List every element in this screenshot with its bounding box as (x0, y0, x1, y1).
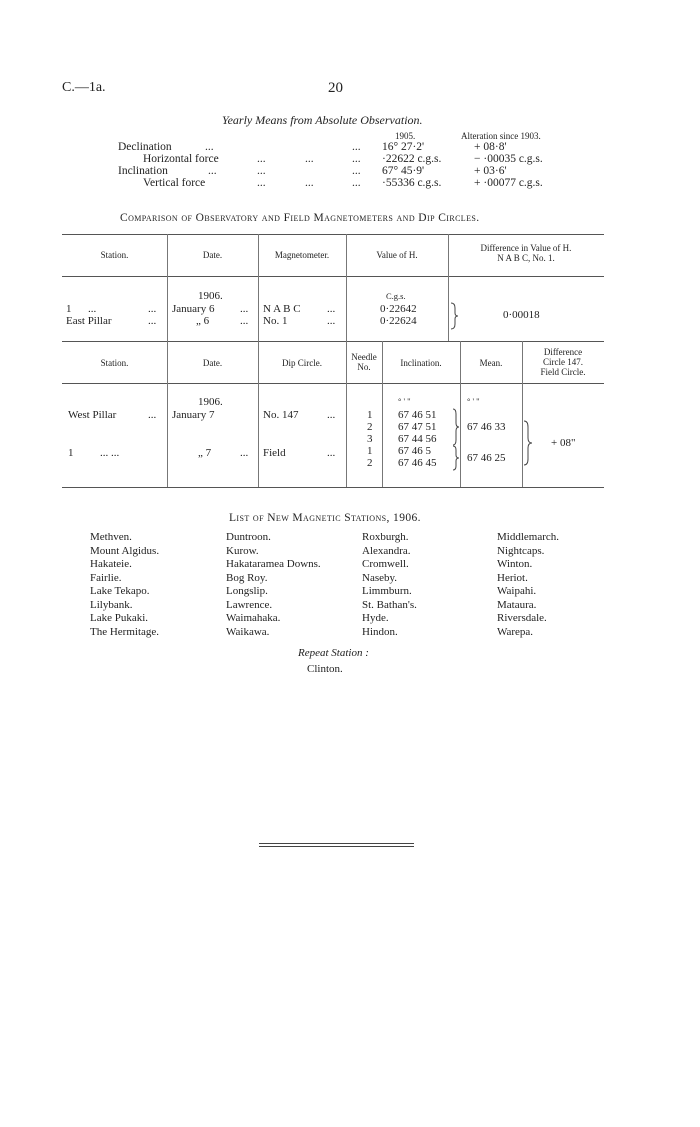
mag-value: 0·22642 (380, 303, 417, 315)
leader-dots: ... (352, 141, 361, 153)
leader-dots: ... (240, 315, 249, 327)
leader-dots: ... (257, 165, 266, 177)
yearly-row (0, 141, 700, 153)
leader-dots: ... (240, 447, 249, 459)
repeat-station-label: Repeat Station : (298, 647, 369, 659)
needle-inclination: 67 46 45 (398, 457, 437, 469)
incl-units: ° ' " (398, 396, 411, 406)
leader-dots: ... (240, 303, 249, 315)
station-name: Naseby. (362, 571, 398, 584)
table-rule (62, 487, 604, 488)
leader-dots: ... ... (100, 447, 120, 459)
yearly-col-year: 1905. (395, 131, 416, 141)
leader-dots: ... (352, 165, 361, 177)
station-name: Middlemarch. (497, 531, 560, 543)
station-name: Cromwell. (362, 558, 409, 570)
col-header-difference: Difference in Value of H. (480, 243, 572, 253)
col-header-station: Station. (100, 250, 129, 260)
col-header-difference-circle: Circle 147. (543, 357, 583, 367)
col-header-date: Date. (202, 358, 223, 368)
station-name: Waikawa. (226, 625, 270, 638)
dip-station: West Pillar (68, 409, 117, 421)
needle-no: 2 (367, 421, 373, 433)
leader-dots: ... (305, 153, 314, 165)
comparison-title: Comparison of Observatory and Field Magnetometers and Dip Circles. (120, 212, 480, 224)
col-header-date: Date. (202, 250, 223, 260)
col-header-mean: Mean. (479, 358, 503, 368)
station-name: Heriot. (497, 571, 528, 584)
station-name: Kurow. (226, 544, 259, 557)
station-name: Fairlie. (90, 571, 122, 584)
leader-dots: ... (327, 315, 336, 327)
station-name: Warepa. (497, 625, 534, 638)
col-header-field-circle: Field Circle. (540, 367, 586, 377)
station-name: Waipahi. (497, 585, 537, 597)
station-name: Lake Pukaki. (90, 612, 149, 624)
leader-dots: ... (205, 141, 214, 153)
needle-no: 2 (367, 457, 373, 469)
leader-dots: ... (327, 409, 336, 421)
mag-instrument: N A B C (263, 303, 301, 315)
dip-date: „ 7 (198, 447, 212, 459)
station-name: St. Bathan's. (362, 598, 417, 611)
station-name: Hakataramea Downs. (226, 558, 321, 570)
yearly-col-alteration: Alteration since 1903. (461, 131, 541, 141)
yearly-alteration: + 03·6' (474, 165, 507, 177)
station-name: Waimahaka. (226, 612, 281, 624)
mag-difference: 0·00018 (503, 309, 540, 321)
station-name: Nightcaps. (497, 544, 545, 557)
station-name: Bog Roy. (226, 571, 268, 584)
brace-icon (523, 420, 533, 466)
needle-inclination: 67 47 51 (398, 421, 437, 433)
station-name: Longslip. (226, 585, 268, 597)
leader-dots: ... (327, 447, 336, 459)
yearly-row (0, 153, 700, 165)
stations-column (362, 531, 417, 639)
leader-dots: ... (148, 303, 157, 315)
station-name: Hakateie. (90, 558, 132, 570)
col-header-value-h: Value of H. (376, 250, 418, 260)
needle-inclination: 67 44 56 (398, 433, 437, 445)
leader-dots: ... (148, 315, 157, 327)
year-label: 1906. (198, 396, 223, 408)
mag-station: 1 (66, 303, 72, 315)
leader-dots: ... (257, 177, 266, 189)
station-name: The Hermitage. (90, 625, 160, 638)
mag-value: 0·22624 (380, 315, 417, 327)
stations-column (226, 531, 321, 639)
dip-circle: No. 147 (263, 409, 299, 421)
table-rule (62, 276, 604, 277)
col-header-difference: Difference (543, 347, 583, 357)
stations-column (497, 531, 559, 639)
mag-date: „ 6 (196, 315, 210, 327)
station-name: Riversdale. (497, 612, 547, 624)
needle-inclination: 67 46 51 (398, 409, 437, 421)
yearly-alteration: + ·00077 c.g.s. (474, 177, 543, 189)
leader-dots: ... (352, 177, 361, 189)
station-name: Winton. (497, 558, 533, 570)
stations-column (90, 531, 159, 639)
closing-rule (259, 846, 414, 847)
mean-units: ° ' " (467, 396, 480, 406)
col-header-needle-no: No. (357, 362, 371, 372)
col-header-difference-sub: N A B C, No. 1. (497, 253, 555, 263)
yearly-value: ·22622 c.g.s. (382, 153, 442, 165)
yearly-alteration: + 08·8' (474, 141, 507, 153)
leader-dots: ... (88, 303, 97, 315)
dip-station: 1 (68, 447, 74, 459)
dip-date: January 7 (172, 409, 215, 421)
document-reference: C.—1a. (62, 80, 106, 95)
station-name: Roxburgh. (362, 531, 409, 543)
needle-no: 1 (367, 445, 373, 457)
brace-icon (452, 408, 460, 446)
table-rule (62, 234, 604, 235)
col-header-magnetometer: Magnetometer. (274, 250, 330, 260)
yearly-label: Horizontal force (143, 153, 219, 165)
col-header-needle: Needle (351, 352, 377, 362)
mag-instrument: No. 1 (263, 315, 288, 327)
dip-circle: Field (263, 447, 286, 459)
col-header-station: Station. (100, 358, 129, 368)
leader-dots: ... (257, 153, 266, 165)
yearly-label: Vertical force (143, 177, 206, 189)
yearly-value: ·55336 c.g.s. (382, 177, 442, 189)
station-name: Hindon. (362, 625, 398, 638)
yearly-value: 67° 45·9' (382, 165, 425, 177)
mag-station: East Pillar (66, 315, 112, 327)
yearly-row (0, 177, 700, 189)
leader-dots: ... (148, 409, 157, 421)
leader-dots: ... (208, 165, 217, 177)
needle-no: 3 (367, 433, 373, 445)
stations-title: List of New Magnetic Stations, 1906. (229, 512, 421, 524)
units-label: C.g.s. (386, 291, 406, 301)
closing-rule (259, 843, 414, 844)
station-name: Methven. (90, 531, 132, 543)
station-name: Lawrence. (226, 598, 273, 611)
page-number: 20 (328, 80, 343, 96)
yearly-label: Inclination (118, 165, 168, 177)
yearly-row (0, 165, 700, 177)
station-name: Alexandra. (362, 544, 411, 557)
station-name: Mount Algidus. (90, 544, 160, 557)
brace-icon (449, 302, 459, 330)
leader-dots: ... (352, 153, 361, 165)
brace-icon (452, 445, 460, 471)
station-name: Mataura. (497, 598, 537, 611)
station-name: Hyde. (362, 612, 389, 624)
col-header-inclination: Inclination. (400, 358, 442, 368)
yearly-means-title: Yearly Means from Absolute Observation. (222, 113, 423, 127)
station-name: Lilybank. (90, 598, 133, 611)
station-name: Duntroon. (226, 531, 271, 543)
dip-difference: + 08" (551, 437, 576, 449)
station-name: Limmburn. (362, 585, 412, 597)
dip-mean: 67 46 33 (467, 421, 506, 433)
repeat-station-name: Clinton. (307, 663, 343, 675)
yearly-alteration: − ·00035 c.g.s. (474, 153, 543, 165)
dip-mean: 67 46 25 (467, 452, 506, 464)
year-label: 1906. (198, 290, 223, 302)
station-name: Lake Tekapo. (90, 585, 150, 597)
yearly-label: Declination (118, 141, 172, 153)
col-header-dip-circle: Dip Circle. (282, 358, 322, 368)
needle-no: 1 (367, 409, 373, 421)
yearly-value: 16° 27·2' (382, 141, 425, 153)
mag-date: January 6 (172, 303, 215, 315)
needle-inclination: 67 46 5 (398, 445, 431, 457)
leader-dots: ... (305, 177, 314, 189)
leader-dots: ... (327, 303, 336, 315)
